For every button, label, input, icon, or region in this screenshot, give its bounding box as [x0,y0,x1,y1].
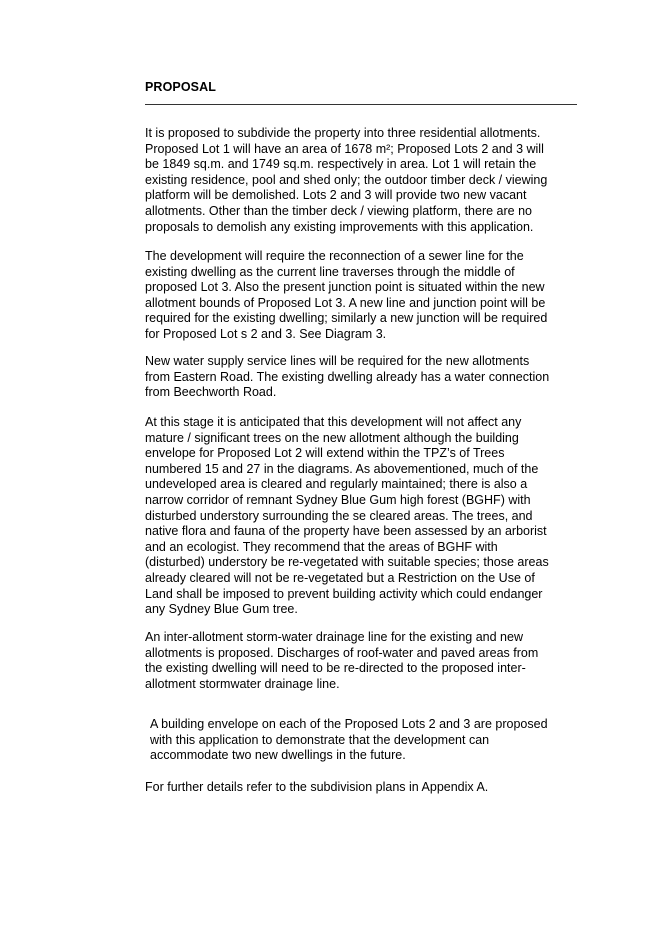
heading-divider [145,104,577,105]
paragraph-line: The development will require the reconnection of a sewer line for the [145,249,524,263]
paragraph-line: and an ecologist. They recommend that the areas of BGHF with [145,539,498,554]
paragraph-line: undeveloped area is cleared and regularly maintained; there is also a [145,477,528,492]
paragraph-line: envelope for Proposed Lot 2 will extend within the TPZ’s of Trees [145,446,505,461]
paragraph-line: any Sydney Blue Gum tree. [145,602,298,617]
paragraph-stormwater-drainage [145,630,585,692]
paragraph-line: At this stage it is anticipated that this development will not affect any [145,415,522,429]
paragraph-line: narrow corridor of remnant Sydney Blue Gum high forest (BGHF) with [145,492,531,507]
paragraph-subdivision-overview [145,126,585,235]
paragraph-line: numbered 15 and 27 in the diagrams. As abovementioned, much of the [145,461,539,476]
paragraph-line: (disturbed) understory be re-vegetated with suitable species; those areas [145,555,549,570]
paragraph-water-supply [145,354,585,401]
paragraph-line: For further details refer to the subdivision plans in Appendix A. [145,780,489,794]
paragraph-line: Proposed Lot 1 will have an area of 1678 m²; Proposed Lots 2 and 3 will [145,141,544,156]
paragraph-sewer-reconnection [145,249,585,343]
paragraph-line: proposed Lot 3. Also the present junction point is situated within the new [145,280,545,295]
paragraph-line: proposals to demolish any existing improvements with this application. [145,219,534,234]
paragraph-line: the existing dwelling will need to be re-directed to the proposed inter- [145,661,526,676]
paragraph-line: native flora and fauna of the property have been assessed by an arborist [145,524,547,539]
paragraph-line: with this application to demonstrate that the development can [150,732,490,747]
paragraph-line: It is proposed to subdivide the property into three residential allotments. [145,126,541,140]
paragraph-building-envelope [150,717,590,764]
paragraph-line: from Eastern Road. The existing dwelling already has a water connection [145,369,550,384]
paragraph-line: existing dwelling as the current line traverses through the middle of [145,264,515,279]
paragraph-further-details [145,780,585,796]
paragraph-line: allotment stormwater drainage line. [145,676,340,691]
paragraph-line: An inter-allotment storm-water drainage line for the existing and new [145,630,523,644]
paragraph-line: A building envelope on each of the Proposed Lots 2 and 3 are proposed [150,717,548,731]
paragraph-line: be 1849 sq.m. and 1749 sq.m. respectively in area. Lot 1 will retain the [145,157,537,172]
paragraph-line: disturbed understory surrounding the se cleared areas. The trees, and [145,508,533,523]
paragraph-line: New water supply service lines will be required for the new allotments [145,354,530,368]
paragraph-line: allotments is proposed. Discharges of roof-water and paved areas from [145,645,539,660]
paragraph-trees-vegetation [145,415,585,618]
paragraph-line: required for the existing dwelling; similarly a new junction will be required [145,311,548,326]
section-heading: PROPOSAL [145,80,216,94]
paragraph-line: allotment bounds of Proposed Lot 3. A new line and junction point will be [145,295,546,310]
paragraph-line: allotments. Other than the timber deck / viewing platform, there are no [145,203,532,218]
paragraph-line: existing residence, pool and shed only; the outdoor timber deck / viewing [145,172,548,187]
paragraph-line: Land shall be imposed to prevent building activity which could endanger [145,586,543,601]
paragraph-line: for Proposed Lot s 2 and 3. See Diagram 3. [145,326,387,341]
paragraph-line: already cleared will not be re-vegetated but a Restriction on the Use of [145,570,535,585]
paragraph-line: mature / significant trees on the new allotment although the building [145,430,519,445]
paragraph-line: from Beechworth Road. [145,385,277,400]
paragraph-line: accommodate two new dwellings in the future. [150,748,406,763]
paragraph-line: platform will be demolished. Lots 2 and 3 will provide two new vacant [145,188,527,203]
